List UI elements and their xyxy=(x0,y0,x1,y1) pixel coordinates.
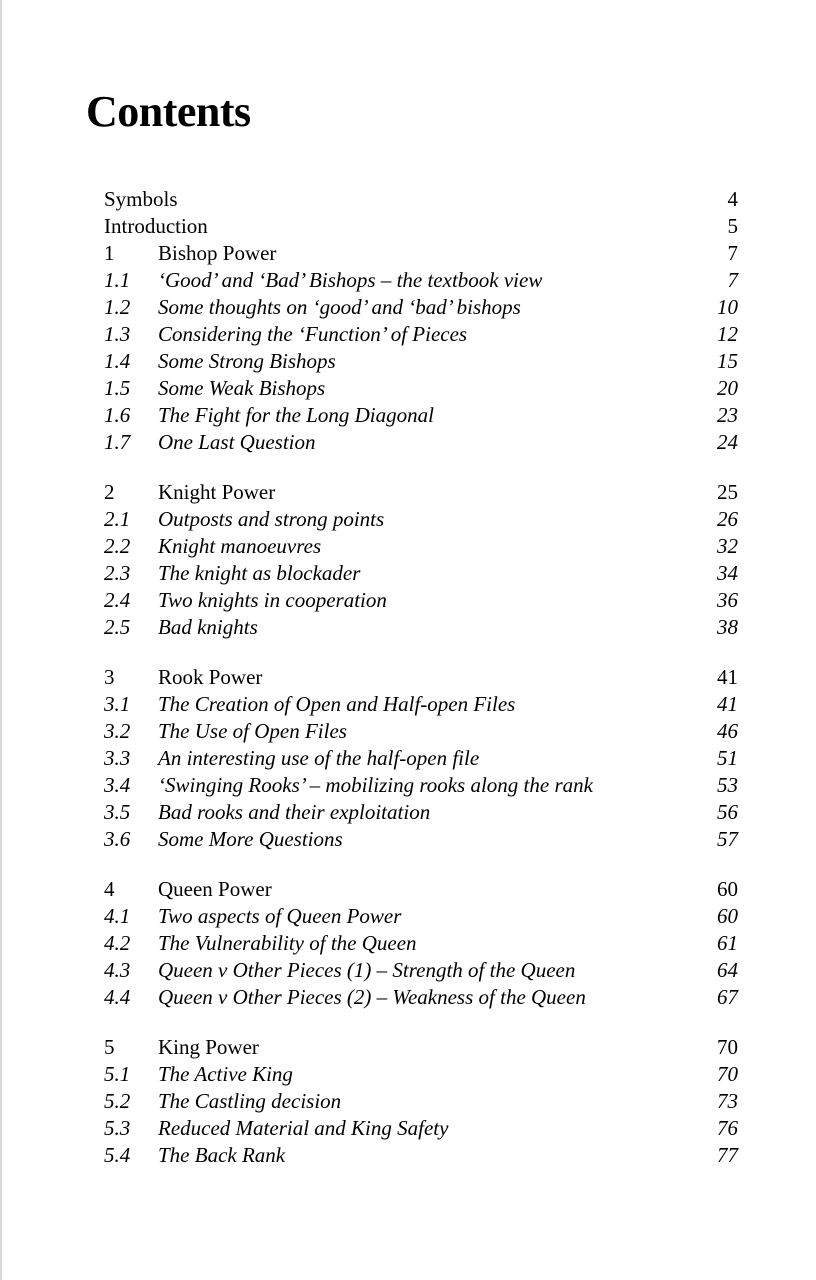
toc-subentry xyxy=(104,718,738,745)
toc-subentry xyxy=(104,1061,738,1088)
toc-page-number: 7 xyxy=(727,241,738,265)
toc-page-number: 12 xyxy=(717,322,738,346)
toc-entry-number: 2.4 xyxy=(104,588,131,612)
toc-subentry xyxy=(104,957,738,984)
toc-entry-title: Queen v Other Pieces (1) – Strength of the Queen xyxy=(158,958,576,982)
toc-subentry xyxy=(104,1088,738,1115)
toc-entry-title: Reduced Material and King Safety xyxy=(158,1116,449,1140)
toc-page-number: 70 xyxy=(717,1062,738,1086)
toc-subentry xyxy=(104,560,738,587)
toc-section xyxy=(104,186,738,456)
toc-subentry xyxy=(104,429,738,456)
toc-page-number: 38 xyxy=(717,615,738,639)
toc-entry-number: 2.2 xyxy=(104,534,131,558)
toc-entry-title: Some Strong Bishops xyxy=(158,349,336,373)
toc-entry-number: 4 xyxy=(104,877,115,901)
toc-page-number: 53 xyxy=(717,773,738,797)
toc-subentry xyxy=(104,267,738,294)
toc-entry-number: 3.2 xyxy=(104,719,131,743)
toc-entry-title: Bishop Power xyxy=(158,241,277,265)
toc-entry-title: Knight Power xyxy=(158,480,276,504)
toc-entry-title: Queen Power xyxy=(158,877,272,901)
toc-page-number: 15 xyxy=(717,349,738,373)
toc-chapter xyxy=(104,240,738,267)
toc-entry-title: One Last Question xyxy=(158,430,316,454)
toc-entry-title: The knight as blockader xyxy=(158,561,361,585)
toc-subentry xyxy=(104,294,738,321)
toc-page-number: 76 xyxy=(717,1116,738,1140)
toc-page-number: 61 xyxy=(717,931,738,955)
toc-entry-title: ‘Swinging Rooks’ – mobilizing rooks along the rank xyxy=(158,773,593,797)
toc-entry-number: 5 xyxy=(104,1035,115,1059)
toc-entry-number: 3.3 xyxy=(104,746,131,770)
toc-page-number: 73 xyxy=(717,1089,738,1113)
toc-front-matter xyxy=(104,213,738,240)
toc-page-number: 41 xyxy=(717,692,738,716)
toc-subentry xyxy=(104,402,738,429)
toc-entry-title: Some Weak Bishops xyxy=(158,376,326,400)
toc-entry-number: 4.4 xyxy=(104,985,131,1009)
toc-entry-number: 1 xyxy=(104,241,115,265)
toc-section xyxy=(104,479,738,641)
toc-entry-title: Knight manoeuvres xyxy=(158,534,322,558)
toc-subentry xyxy=(104,826,738,853)
toc-section xyxy=(104,1034,738,1169)
toc-entry-title: Queen v Other Pieces (2) – Weakness of the Queen xyxy=(158,985,586,1009)
toc-chapter xyxy=(104,664,738,691)
toc-subentry xyxy=(104,799,738,826)
toc-entry-title: Outposts and strong points xyxy=(158,507,385,531)
toc-entry-title: Considering the ‘Function’ of Pieces xyxy=(158,322,468,346)
toc-entry-title: Rook Power xyxy=(158,665,263,689)
toc-entry-number: 1.5 xyxy=(104,376,131,400)
toc-page-number: 60 xyxy=(717,904,738,928)
toc-entry-title: The Creation of Open and Half-open Files xyxy=(158,692,516,716)
toc-entry-number: 1.7 xyxy=(104,430,131,454)
toc-page-number: 56 xyxy=(717,800,738,824)
toc-entry-number: 4.2 xyxy=(104,931,131,955)
toc-page-number: 70 xyxy=(717,1035,738,1059)
toc-page-number: 7 xyxy=(727,268,738,292)
toc-chapter xyxy=(104,876,738,903)
toc-entry-number: 5.2 xyxy=(104,1089,131,1113)
toc-entry-number: 4.1 xyxy=(104,904,131,928)
toc-entry-title: King Power xyxy=(158,1035,259,1059)
toc-entry-title: The Fight for the Long Diagonal xyxy=(158,403,434,427)
toc-entry-number: 1.3 xyxy=(104,322,131,346)
toc-entry-number: 1.2 xyxy=(104,295,131,319)
toc-entry-number: 3.6 xyxy=(104,827,131,851)
toc-subentry xyxy=(104,930,738,957)
toc-entry-title: An interesting use of the half-open file xyxy=(158,746,480,770)
toc-page-number: 41 xyxy=(717,665,738,689)
toc-entry-number: 3 xyxy=(104,665,115,689)
toc-page-number: 10 xyxy=(717,295,738,319)
toc-page-number: 5 xyxy=(727,214,738,238)
toc-subentry xyxy=(104,772,738,799)
toc-chapter xyxy=(104,1034,738,1061)
toc-front-matter xyxy=(104,186,738,213)
toc-page-number: 4 xyxy=(727,187,738,211)
page-edge xyxy=(0,0,2,1280)
toc-entry-title: Some thoughts on ‘good’ and ‘bad’ bishops xyxy=(158,295,521,319)
toc-entry-title: The Back Rank xyxy=(158,1143,286,1167)
toc-entry-title: Symbols xyxy=(104,187,178,211)
toc-section xyxy=(104,664,738,853)
toc-page-number: 67 xyxy=(717,985,738,1009)
toc-entry-title: Bad rooks and their exploitation xyxy=(158,800,431,824)
toc-page-number: 60 xyxy=(717,877,738,901)
toc-section xyxy=(104,876,738,1011)
toc-page-number: 32 xyxy=(717,534,738,558)
toc-page-number: 34 xyxy=(717,561,738,585)
toc-page-number: 23 xyxy=(717,403,738,427)
toc-entry-title: Introduction xyxy=(104,214,208,238)
toc-entry-number: 2.1 xyxy=(104,507,131,531)
page-title: Contents xyxy=(86,87,251,136)
toc-chapter xyxy=(104,479,738,506)
toc-entry-title: ‘Good’ and ‘Bad’ Bishops – the textbook view xyxy=(158,268,543,292)
toc-entry-title: Some More Questions xyxy=(158,827,343,851)
toc-entry-number: 1.4 xyxy=(104,349,131,373)
toc-subentry xyxy=(104,506,738,533)
toc-entry-number: 5.1 xyxy=(104,1062,131,1086)
toc-entry-number: 3.4 xyxy=(104,773,131,797)
toc-subentry xyxy=(104,533,738,560)
toc-entry-title: The Use of Open Files xyxy=(158,719,347,743)
toc-page-number: 46 xyxy=(717,719,738,743)
toc-entry-number: 1.6 xyxy=(104,403,131,427)
toc-subentry xyxy=(104,1142,738,1169)
toc-subentry xyxy=(104,984,738,1011)
toc-subentry xyxy=(104,745,738,772)
toc-page-number: 36 xyxy=(717,588,738,612)
toc-subentry xyxy=(104,348,738,375)
toc-entry-title: Two knights in cooperation xyxy=(158,588,387,612)
toc-entry-title: Bad knights xyxy=(158,615,258,639)
toc-subentry xyxy=(104,903,738,930)
toc-page-number: 51 xyxy=(717,746,738,770)
toc-entry-title: The Active King xyxy=(158,1062,293,1086)
toc-entry-title: The Vulnerability of the Queen xyxy=(158,931,417,955)
toc-entry-title: Two aspects of Queen Power xyxy=(158,904,402,928)
toc-entry-number: 3.1 xyxy=(104,692,131,716)
toc-entry-number: 5.4 xyxy=(104,1143,131,1167)
toc-page-number: 57 xyxy=(717,827,738,851)
toc-page-number: 64 xyxy=(717,958,738,982)
toc-entry-number: 2.3 xyxy=(104,561,131,585)
toc-subentry xyxy=(104,1115,738,1142)
toc-entry-number: 2 xyxy=(104,480,115,504)
toc-entry-number: 4.3 xyxy=(104,958,131,982)
toc-entry-number: 2.5 xyxy=(104,615,131,639)
toc-page-number: 26 xyxy=(717,507,738,531)
toc-page-number: 25 xyxy=(717,480,738,504)
table-of-contents xyxy=(104,186,738,1192)
toc-subentry xyxy=(104,321,738,348)
toc-subentry xyxy=(104,587,738,614)
toc-subentry xyxy=(104,614,738,641)
toc-page-number: 24 xyxy=(717,430,738,454)
toc-entry-number: 3.5 xyxy=(104,800,131,824)
toc-entry-number: 1.1 xyxy=(104,268,131,292)
toc-entry-number: 5.3 xyxy=(104,1116,131,1140)
toc-subentry xyxy=(104,691,738,718)
toc-page-number: 77 xyxy=(717,1143,738,1167)
toc-page-number: 20 xyxy=(717,376,738,400)
toc-entry-title: The Castling decision xyxy=(158,1089,342,1113)
toc-subentry xyxy=(104,375,738,402)
